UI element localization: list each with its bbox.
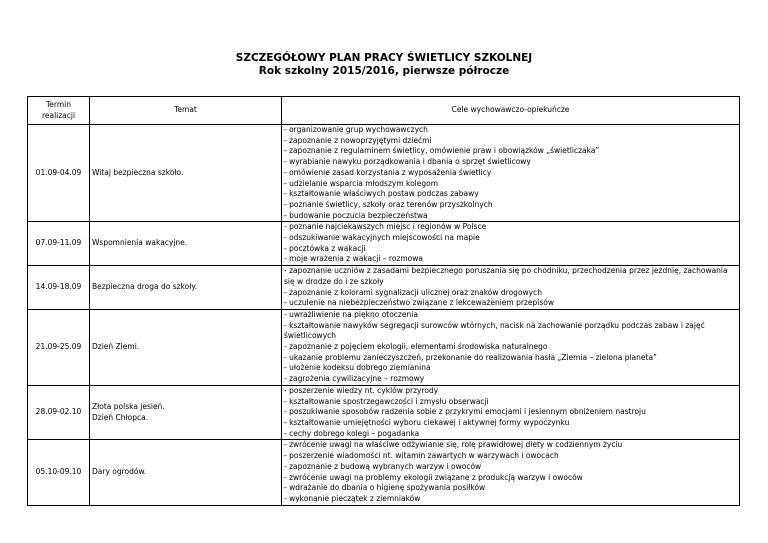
goal-item: - zwrócenie uwagi na właściwe odżywianie się, rolę prawidłowej diety w codziennym życiu — [284, 440, 623, 450]
goal-item: - kształtowanie właściwych postaw podczas zabawy — [284, 189, 479, 199]
topic-line: Wspomnienia wakacyjne. — [92, 238, 188, 248]
document-subtitle: Rok szkolny 2015/2016, pierwsze półrocze — [258, 65, 510, 77]
goal-item: - poszerzenie wiedzy nt. cyklów przyrody — [284, 385, 439, 395]
row-date: 05.10-09.10 — [28, 440, 90, 505]
goal-item: - poznanie najciekawszych miejsc i regionów w Polsce — [284, 222, 487, 232]
goal-item: - kształtowanie umiejętności wyboru ciekawej i aktywnej formy wypoczynku — [284, 417, 570, 427]
goal-item: - zapoznanie z budową wybranych warzyw i owoców — [284, 461, 482, 471]
row-topic — [90, 125, 282, 222]
table-row — [28, 309, 740, 385]
header-goals: Cele wychowawczo-opiekuńcze — [282, 97, 740, 125]
table-row — [28, 440, 740, 505]
table-row — [28, 385, 740, 440]
table-row — [28, 125, 740, 222]
goal-item: - ukazanie problemu zanieczyszczeń, przekonanie do realizowania hasła „Ziemia – zielona planeta” — [284, 352, 657, 362]
row-date: 01.09-04.09 — [28, 125, 90, 222]
table-row — [28, 222, 740, 266]
topic-line: Dzień Chłopca. — [92, 412, 149, 422]
row-topic — [90, 266, 282, 310]
plan-table-body — [28, 125, 740, 506]
goal-item: - zapoznanie uczniów z zasadami bezpiecznego poruszania się po chodniku, przechodzenia przez jezdnię, zachowania się w drodze do i ze szkoły — [284, 266, 728, 286]
goal-item: - odszukiwanie wakacyjnych miejscowości na mapie — [284, 233, 480, 243]
goal-item: - uwrażliwienie na piękno otoczenia — [284, 309, 418, 319]
goal-item: - ułożenie kodeksu dobrego ziemianina — [284, 363, 431, 373]
row-goals — [282, 385, 740, 440]
topic-line: Dary ogrodów. — [92, 467, 147, 477]
topic-line: Bezpieczna droga do szkoły. — [92, 282, 198, 292]
row-topic — [90, 440, 282, 505]
goal-item: - kształtowanie nawyków segregacji surowców wtórnych, nacisk na zachowanie porządku podczas zabaw i zajęć świetlicowych — [284, 320, 705, 341]
topic-line: Złota polska jesień. — [92, 401, 165, 411]
table-row — [28, 266, 740, 310]
row-date: 28.09-02.10 — [28, 385, 90, 440]
header-date: Termin realizacji — [28, 97, 90, 125]
goal-item: - poszerzenie wiadomości nt. witamin zawartych w warzywach i owocach — [284, 451, 559, 461]
row-topic — [90, 385, 282, 440]
row-topic — [90, 309, 282, 385]
goal-item: - zwrócenie uwagi na problemy ekologii związane z produkcją warzyw i owoców — [284, 472, 583, 482]
goal-item: - poznanie świetlicy, szkoły oraz terenów przyszkolnych — [284, 199, 493, 209]
goal-item: - udzielanie wsparcia młodszym kolegom — [284, 178, 439, 188]
goal-item: - cechy dobrego kolegi – pogadanka — [284, 428, 420, 438]
table-header-row — [28, 97, 740, 125]
plan-table — [27, 96, 740, 506]
goal-item: - wdrażanie do dbania o higienę spożywania posiłków — [284, 483, 486, 493]
goal-item: - zapoznanie z regulaminem świetlicy, omówienie praw i obowiązków „świetliczaka” — [284, 146, 600, 156]
goal-item: - organizowanie grup wychowawczych — [284, 125, 428, 134]
goal-item: - zapoznanie z kolorami sygnalizacji ulicznej oraz znaków drogowych — [284, 287, 542, 297]
row-goals — [282, 440, 740, 505]
row-date: 07.09-11.09 — [28, 222, 90, 266]
row-goals — [282, 125, 740, 222]
goal-item: - zapoznanie z pojęciem ekologii, elementami środowiska naturalnego — [284, 342, 548, 352]
topic-line: Witaj bezpieczna szkoło. — [92, 167, 184, 177]
goal-item: - uczulenie na niebezpieczeństwo związane z lekceważeniem przepisów — [284, 298, 554, 308]
goal-item: - poszukiwanie sposobów radzenia sobie z przykrymi emocjami i jesiennym obniżeniem nastroju — [284, 407, 646, 417]
row-date: 21.09-25.09 — [28, 309, 90, 385]
row-date: 14.09-18.09 — [28, 266, 90, 310]
row-goals — [282, 222, 740, 266]
goal-item: - wykonanie pieczątek z ziemniaków — [284, 493, 421, 503]
goal-item: - budowanie poczucia bezpieczeństwa — [284, 210, 428, 220]
goal-item: - zapoznanie z nowoprzyjętymi dziećmi — [284, 135, 432, 145]
topic-line: Dzień Ziemi. — [92, 342, 140, 352]
goal-item: - omówienie zasad korzystania z wyposażenia świetlicy — [284, 167, 492, 177]
row-goals — [282, 309, 740, 385]
row-goals — [282, 266, 740, 310]
goal-item: - wyrabianie nawyku porządkowania i dbania o sprzęt świetlicowy — [284, 157, 531, 167]
goal-item: - pocztówka z wakacji — [284, 243, 366, 253]
goal-item: - kształtowanie spostrzegawczości i zmysłu obserwacji — [284, 396, 489, 406]
row-topic — [90, 222, 282, 266]
document-title: SZCZEGÓŁOWY PLAN PRACY ŚWIETLICY SZKOLNEJ — [235, 52, 533, 64]
goal-item: - moje wrażenia z wakacji – rozmowa — [284, 254, 423, 264]
goal-item: - zagrożenia cywilizacyjne – rozmowy — [284, 374, 425, 384]
header-topic: Temat — [90, 97, 282, 125]
